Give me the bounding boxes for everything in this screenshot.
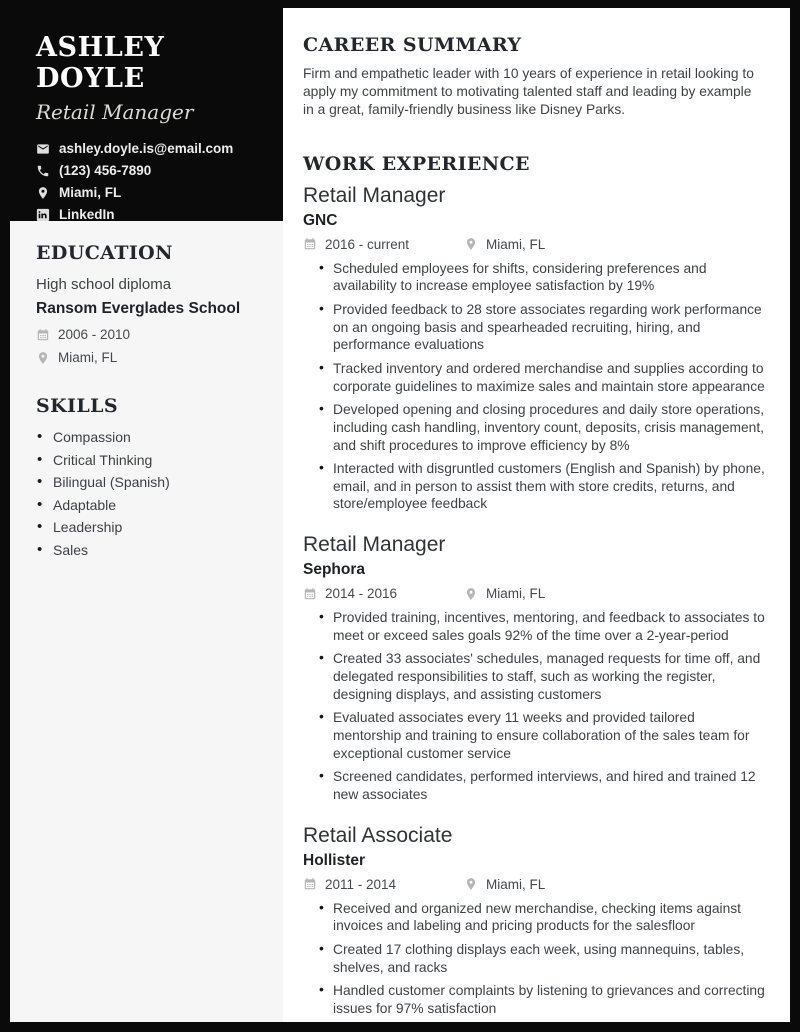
job-location-group — [464, 237, 545, 252]
location-pin-icon — [464, 587, 478, 601]
location-pin-icon — [36, 186, 50, 200]
person-job-title: Retail Manager — [36, 100, 194, 125]
job-bullet: • Scheduled employees for shifts, considering preferences and availability to increase employee satisfaction by 19% — [319, 260, 765, 295]
job-location: Miami, FL — [486, 876, 546, 892]
skills-section — [36, 395, 265, 558]
job-location-group — [464, 877, 545, 892]
job-dates-group — [303, 877, 446, 892]
identity-block — [10, 8, 283, 221]
education-location: Miami, FL — [58, 350, 118, 365]
education-section — [36, 242, 265, 365]
job-location: Miami, FL — [486, 236, 546, 252]
location-pin-icon — [36, 351, 50, 365]
skill-item: • Bilingual (Spanish) — [36, 474, 265, 490]
job-bullet: • Evaluated associates every 11 weeks and provided tailored mentorship and training to ensure collaboration of the sales team for exceptional customer service — [319, 709, 765, 762]
sidebar — [10, 8, 283, 1022]
contact-phone — [36, 163, 265, 178]
job-bullet: • Received and organized new merchandise, checking items against invoices and labeling and pricing products for the salesfloor — [319, 900, 765, 935]
work-experience-section — [303, 153, 765, 1018]
job-bullet: • Created 33 associates' schedules, managed requests for time off, and delegated responsibilities to staff, such as working the register, designing displays, and assisting customers — [319, 650, 765, 703]
job-dates: 2014 - 2016 — [325, 586, 398, 602]
skills-list — [36, 429, 265, 558]
job-bullet: • Tracked inventory and ordered merchandise and supplies according to corporate guidelines to maximize sales and maintain store appearance — [319, 360, 765, 395]
contact-location-text: Miami, FL — [59, 185, 122, 201]
job-title: Retail Manager — [303, 533, 446, 557]
location-pin-icon — [464, 237, 478, 251]
job-bullet: • Screened candidates, performed interviews, and hired and trained 12 new associates — [319, 768, 765, 803]
job-bullet-list — [303, 609, 765, 804]
job-bullet-list — [303, 900, 765, 1018]
skill-item: • Adaptable — [36, 497, 265, 513]
contact-email — [36, 141, 265, 156]
career-summary-heading: CAREER SUMMARY — [303, 34, 522, 56]
job-dates: 2011 - 2014 — [325, 876, 397, 892]
education-heading: EDUCATION — [36, 242, 173, 264]
linkedin-link[interactable]: LinkedIn — [59, 207, 115, 221]
contact-email-text: ashley.doyle.is@email.com — [59, 141, 234, 157]
location-pin-icon — [464, 877, 478, 891]
skills-heading: SKILLS — [36, 395, 118, 417]
skill-item: • Compassion — [36, 429, 265, 445]
job-bullet: • Provided training, incentives, mentoring, and feedback to associates to meet or exceed sales goals 92% of the time over a 2-year-period — [319, 609, 765, 644]
job-meta-row — [303, 237, 765, 252]
job-company: GNC — [303, 211, 338, 229]
phone-icon — [36, 164, 50, 178]
job-bullet-list — [303, 260, 765, 514]
education-dates-row — [36, 327, 265, 342]
job-title: Retail Associate — [303, 823, 453, 847]
job-bullet: • Interacted with disgruntled customers (English and Spanish) by phone, email, and in person to assist them with store credits, returns, and store/employee feedback — [319, 460, 765, 513]
job-entry — [303, 533, 765, 804]
education-dates: 2006 - 2010 — [58, 327, 131, 342]
education-degree: High school diploma — [36, 276, 172, 293]
sidebar-content — [10, 221, 283, 558]
contact-phone-text: (123) 456-7890 — [59, 163, 152, 179]
calendar-icon — [303, 877, 317, 891]
job-location: Miami, FL — [486, 586, 546, 602]
job-entry — [303, 184, 765, 514]
career-summary-text: Firm and empathetic leader with 10 years of experience in retail looking to apply my commitment to motivating talented staff and leading by example in a great, family-friendly business like Disney Parks. — [303, 66, 754, 118]
job-dates-group — [303, 586, 446, 601]
job-location-group — [464, 586, 545, 601]
contact-list — [36, 141, 265, 221]
education-school: Ransom Everglades School — [36, 300, 241, 317]
calendar-icon — [303, 237, 317, 251]
skill-item: • Critical Thinking — [36, 452, 265, 468]
skill-item: • Sales — [36, 542, 265, 558]
job-bullet: • Handled customer complaints by listening to grievances and correcting issues for 97% satisfaction — [319, 982, 765, 1017]
job-company: Sephora — [303, 561, 366, 579]
job-bullet: • Provided feedback to 28 store associates regarding work performance on an ongoing basis and spearheaded recruiting, hiring, and performance evaluations — [319, 301, 765, 354]
career-summary-section — [303, 34, 765, 120]
job-dates-group — [303, 237, 446, 252]
job-company: Hollister — [303, 851, 366, 869]
skill-item: • Leadership — [36, 519, 265, 535]
job-bullet: • Developed opening and closing procedures and daily store operations, including cash handling, inventory count, deposits, crisis management, and shift procedures to improve efficiency by 8% — [319, 401, 765, 454]
job-entry — [303, 824, 765, 1018]
main-column — [283, 8, 790, 1022]
job-bullet: • Created 17 clothing displays each week, using mannequins, tables, shelves, and racks — [319, 941, 765, 976]
job-dates: 2016 - current — [325, 236, 410, 252]
calendar-icon — [303, 587, 317, 601]
person-name: ASHLEY DOYLE — [36, 32, 165, 95]
job-meta-row — [303, 877, 765, 892]
envelope-icon — [36, 142, 50, 156]
education-location-row — [36, 350, 265, 365]
linkedin-icon — [36, 208, 50, 221]
work-experience-heading: WORK EXPERIENCE — [303, 152, 530, 175]
resume-page — [10, 8, 790, 1022]
contact-location — [36, 185, 265, 200]
calendar-icon — [36, 328, 50, 342]
job-meta-row — [303, 586, 765, 601]
contact-linkedin[interactable] — [36, 207, 265, 221]
job-title: Retail Manager — [303, 183, 446, 207]
